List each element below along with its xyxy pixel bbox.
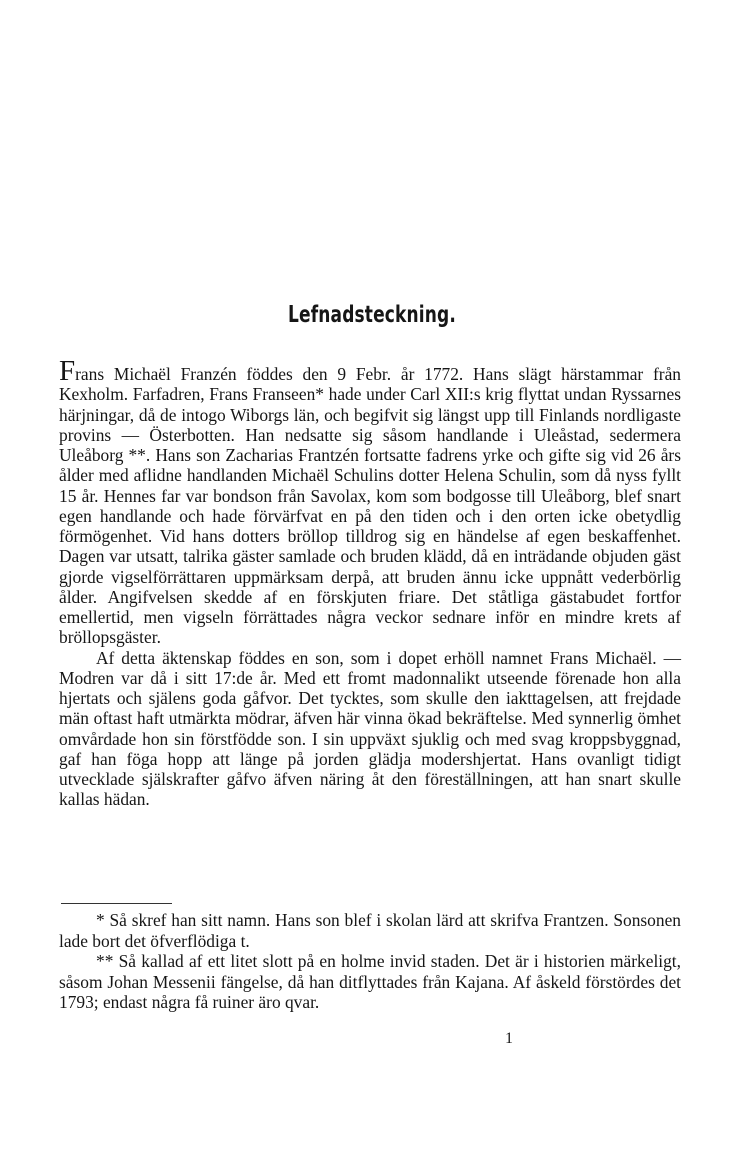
paragraph-1	[59, 355, 681, 648]
footnotes	[59, 910, 681, 1013]
footnote-1: * Så skref han sitt namn. Hans son blef i skolan lärd att skrifva Frantzen. Sonsonen lade bort det öfverflödiga t.	[59, 910, 681, 951]
page-number: 1	[505, 1030, 513, 1047]
footnote-2: ** Så kallad af ett litet slott på en holme invid staden. Det är i historien märkeligt, såsom Johan Messenii fängelse, då han ditflyttades från Kajana. Af åskeld förstördes det 1793; endast några få ruiner äro qvar.	[59, 951, 681, 1012]
footnote-separator	[61, 903, 172, 904]
chapter-title: Lefnadsteckning.	[288, 302, 456, 328]
paragraph-2: Af detta äktenskap föddes en son, som i dopet erhöll namnet Frans Michaël. — Modren var då i sitt 17:de år. Med ett fromt madonnalikt utseende förenade hon alla hjertats och själens goda gåfvor. Det tycktes, som skulle den iakttagelsen, att frejdade män oftast haft utmärkta mödrar, äfven här vinna ökad bekräftelse. Med synnerlig ömhet omvårdade hon sin förstfödde son. I sin uppväxt sjuklig och med svag kroppsbyggnad, gaf han föga hopp att länge på jorden glädja modershjertat. Hans ovanligt tidigt utvecklade själskrafter gåfvo äfven näring åt den föreställningen, att han snart skulle kallas hädan.	[59, 647, 681, 810]
paragraph-1-text: rans Michaël Franzén föddes den 9 Febr. år 1772. Hans slägt härstammar från Kexholm. Farfadren, Frans Franseen* hade under Carl XII:s krig flyttat undan Ryssarnes härjningar, då de intogo Wiborgs län, och begifvit sig längst upp till Finlands nordligaste provins — Österbotten. Han nedsatte sig såsom handlande i Uleåstad, sedermera Uleåborg **. Hans son Zacharias Frantzén fortsatte fadrens yrke och gifte sig vid 26 års ålder med aflidne handlanden Michaël Schulins dotter Helena Schulin, som då nyss fyllt 15 år. Hennes far var bondson från Savolax, kom som bodgosse till Uleåborg, blef snart egen handlande och hade förvärfvat en på den tiden och i den orten icke obetydlig förmögenhet. Vid hans dotters bröllop tilldrog sig en händelse af egen beskaffenhet. Dagen var utsatt, talrika gäster samlade och bruden klädd, då en inträdande objuden gäst gjorde vigselförrättaren uppmärksam derpå, att bruden ännu icke uppnått vederbörlig ålder. Angifvelsen skedde af en förskjuten friare. Det ståtliga gästabudet fortfor emellertid, men vigseln förrättades några veckor sednare inför en mindre krets af bröllopsgäster.	[59, 364, 681, 648]
main-text	[59, 355, 681, 810]
drop-cap-letter: F	[59, 355, 76, 387]
